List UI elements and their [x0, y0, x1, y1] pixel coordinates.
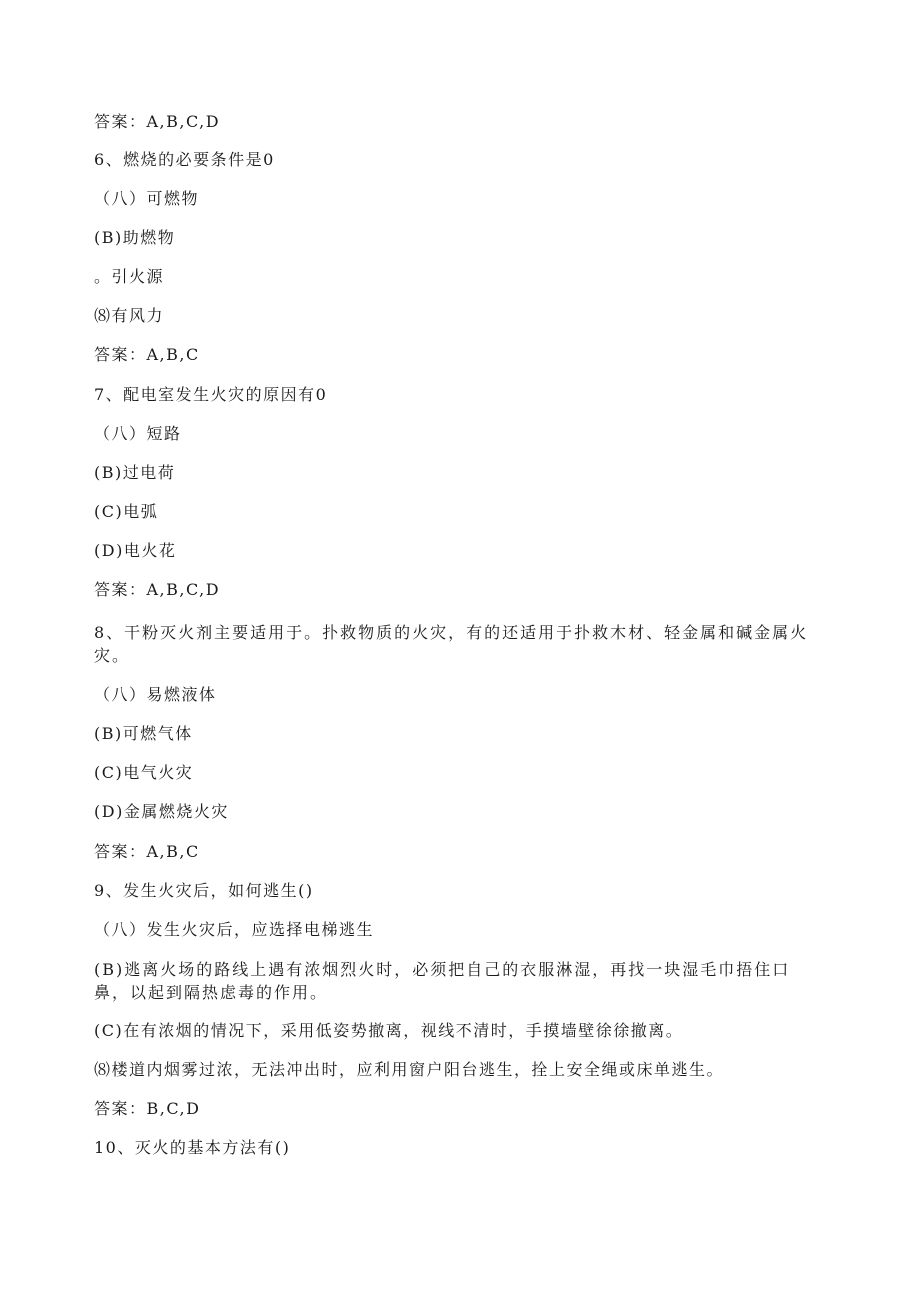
question-9: 9、发生火灾后，如何逃生() [94, 881, 314, 900]
option-a: （八）可燃物 [94, 189, 200, 208]
option-c: (C)电气火灾 [94, 763, 194, 782]
question-10: 10、灭火的基本方法有() [94, 1138, 291, 1157]
option-c: (C)电弧 [94, 502, 159, 521]
option-a: （八）短路 [94, 424, 182, 443]
option-d: ⑻楼道内烟雾过浓，无法冲出时，应利用窗户阳台逃生，拴上安全绳或床单逃生。 [94, 1060, 725, 1079]
question-6: 6、燃烧的必要条件是0 [94, 150, 275, 169]
option-a: （八）易燃液体 [94, 685, 217, 704]
option-b: (B)助燃物 [94, 228, 176, 247]
option-d: (D)金属燃烧火灾 [94, 802, 229, 821]
option-d: (D)电火花 [94, 541, 177, 560]
answer-q9: 答案：B,C,D [94, 1099, 201, 1118]
option-a: （八）发生火灾后，应选择电梯逃生 [94, 920, 375, 939]
option-d: ⑻有风力 [94, 306, 165, 325]
option-b: (B)逃离火场的路线上遇有浓烟烈火时，必须把自己的衣服淋湿，再找一块湿毛巾捂住口鼻，以起到隔热虑毒的作用。 [94, 960, 791, 1002]
option-c: (C)在有浓烟的情况下，采用低姿势撤离，视线不清时，手摸墙壁徐徐撤离。 [94, 1021, 684, 1040]
answer-q5: 答案：A,B,C,D [94, 112, 221, 131]
question-8: 8、干粉灭火剂主要适用于。扑救物质的火灾，有的还适用于扑救木材、轻金属和碱金属火灾。 [94, 623, 809, 665]
option-c: 。引火源 [94, 267, 165, 286]
answer-q7: 答案：A,B,C,D [94, 580, 221, 599]
option-b: (B)可燃气体 [94, 724, 193, 743]
answer-q8: 答案：A,B,C [94, 842, 200, 861]
question-7: 7、配电室发生火灾的原因有0 [94, 385, 328, 404]
option-b: (B)过电荷 [94, 463, 176, 482]
answer-q6: 答案：A,B,C [94, 345, 200, 364]
